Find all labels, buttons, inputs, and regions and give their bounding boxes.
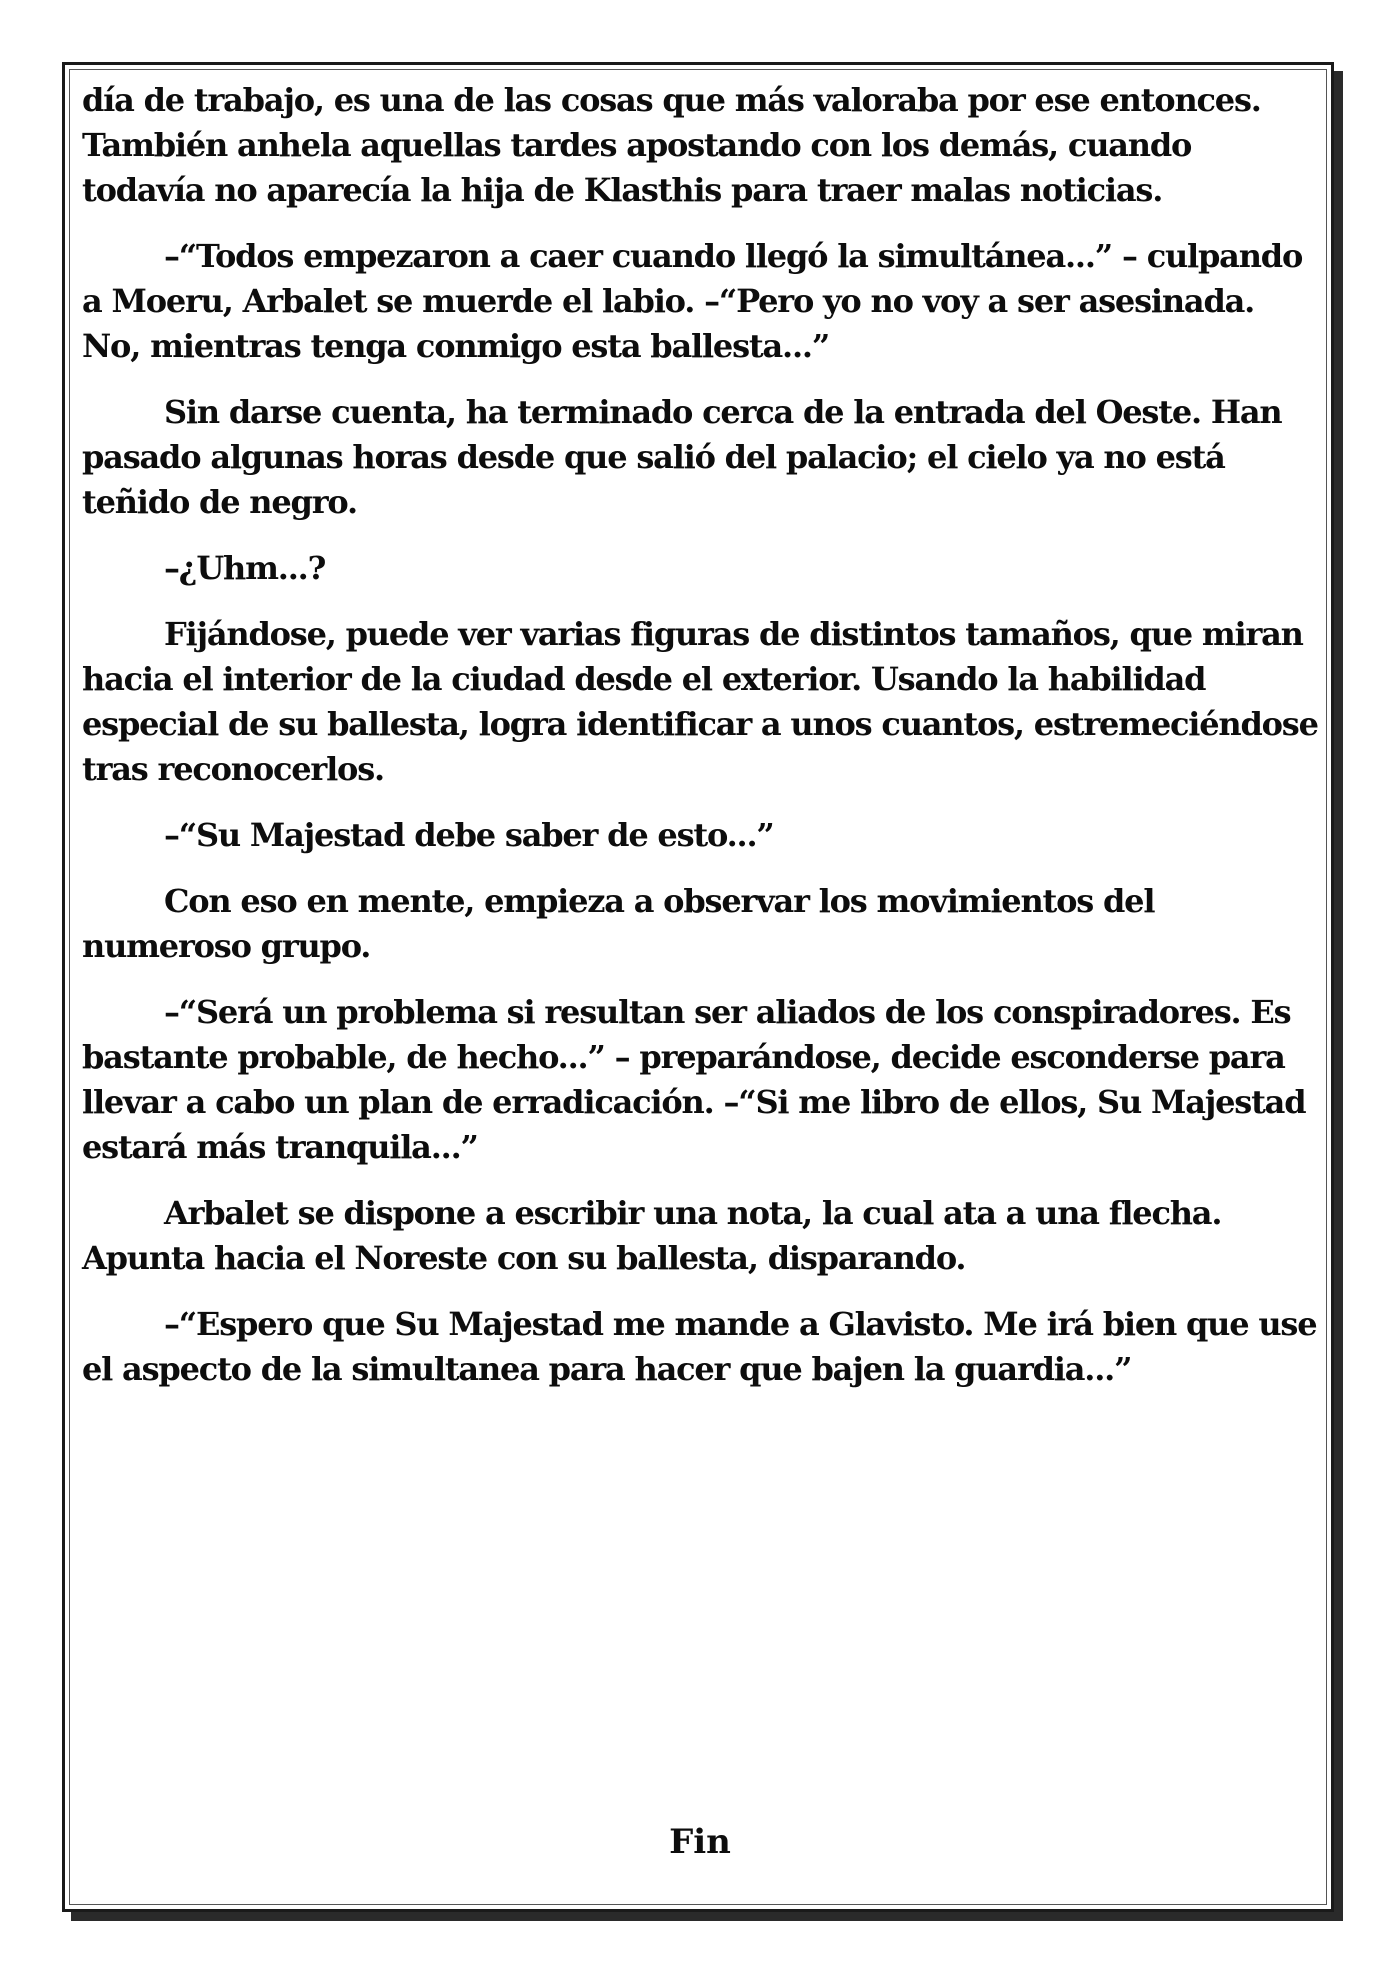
paragraph-dialogue: –“Todos empezaron a caer cuando llegó la simultánea...” – culpando a Moeru, Arbalet se muerde el labio. –“Pero yo no voy a ser asesinada. No, mientras tenga conmigo esta ballesta...” xyxy=(82,237,1303,365)
paragraph-dialogue: –“Será un problema si resultan ser aliados de los conspiradores. Es bastante probable, de hecho...” – preparándose, decide esconderse para llevar a cabo un plan de erradicación. –“Si me libro de ellos, Su Majestad estará más tranquila...” xyxy=(82,993,1306,1166)
paragraph-narration: Fijándose, puede ver varias figuras de distintos tamaños, que miran hacia el interior de la ciudad desde el exterior. Usando la habilidad especial de su ballesta, logra identificar a unos cuantos, estremeciéndose tras reconocerlos. xyxy=(82,615,1318,788)
paragraph-narration: Con eso en mente, empieza a observar los movimientos del numeroso grupo. xyxy=(82,882,1155,965)
paragraph-dialogue: –“Espero que Su Majestad me mande a Glavisto. Me irá bien que use el aspecto de la simultanea para hacer que bajen la guardia...” xyxy=(82,1305,1317,1388)
paragraph-narration: Arbalet se dispone a escribir una nota, la cual ata a una flecha. Apunta hacia el Noreste con su ballesta, disparando. xyxy=(82,1194,1222,1277)
paragraph-dialogue: –¿Uhm...? xyxy=(164,549,326,587)
story-text xyxy=(82,78,1322,1413)
paragraph-dialogue: –“Su Majestad debe saber de esto...” xyxy=(164,816,774,854)
paragraph-narration: Sin darse cuenta, ha terminado cerca de la entrada del Oeste. Han pasado algunas horas desde que salió del palacio; el cielo ya no está teñido de negro. xyxy=(82,393,1282,521)
paragraph-continuation: día de trabajo, es una de las cosas que más valoraba por ese entonces. También anhela aquellas tardes apostando con los demás, cuando todavía no aparecía la hija de Klasthis para traer malas noticias. xyxy=(82,81,1261,209)
closing-word: Fin xyxy=(669,1822,731,1862)
